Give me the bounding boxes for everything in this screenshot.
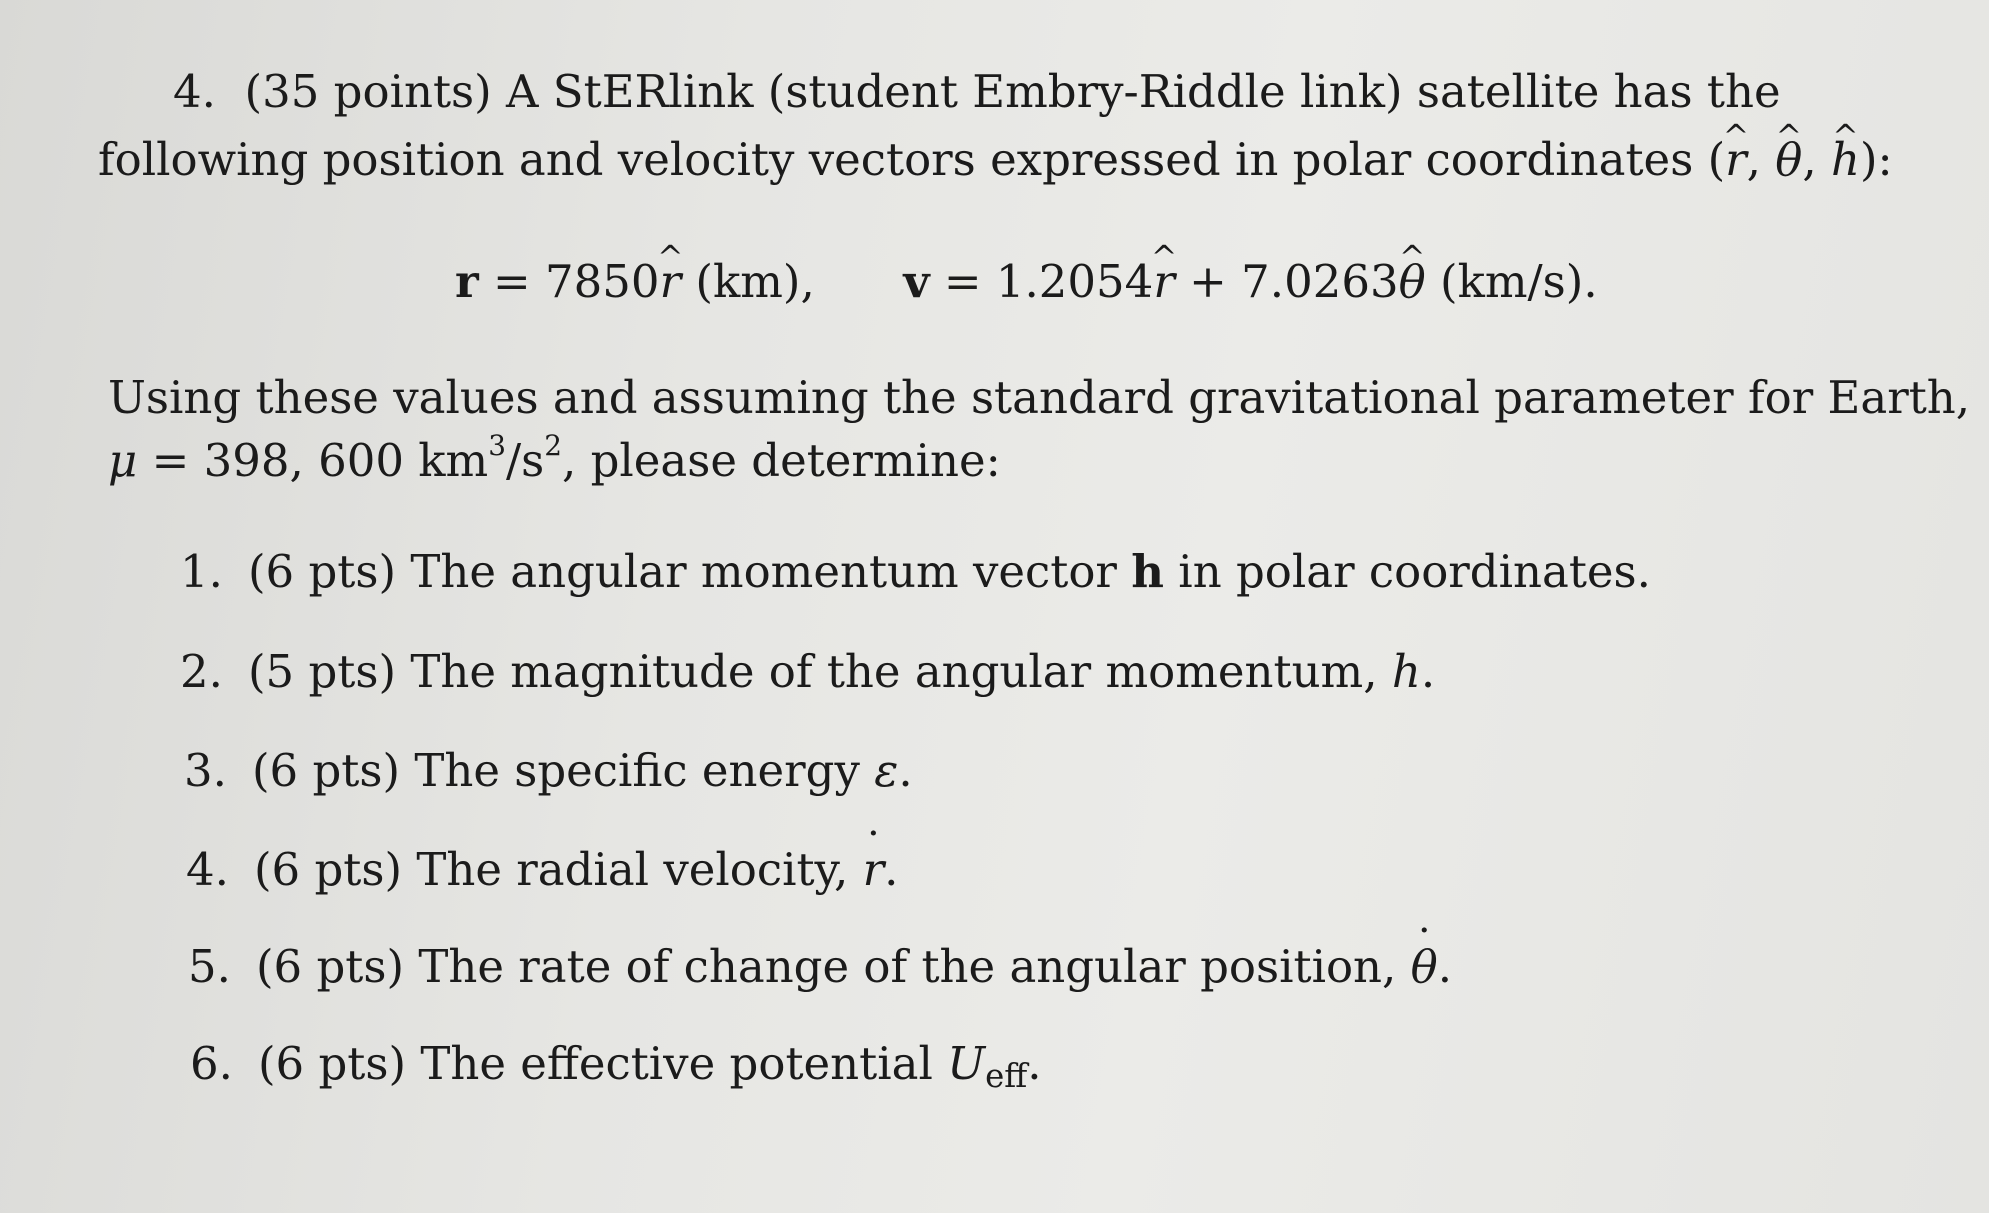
theta-hat-in-v: θ ^ — [1399, 255, 1426, 308]
theta-dot-symbol: θ ˙ — [1411, 940, 1438, 993]
item-points: (5 pts) — [248, 645, 397, 698]
problem-line-1-text: (35 points) A StERlink (student Embry-Riddle link) satellite has the — [244, 65, 1781, 118]
item-text: The magnitude of the angular momentum, — [410, 645, 1378, 698]
r-dot-symbol: r ˙ — [863, 843, 885, 896]
r-hat-symbol: r ^ — [1725, 134, 1747, 186]
h-vector-symbol: h — [1131, 545, 1164, 598]
intro-line-2: μ = 398, 600 $km^3/s^2$, please determine: — [108, 429, 1001, 487]
item-number: 6. — [190, 1037, 233, 1090]
item-number: 3. — [184, 744, 227, 797]
item-points: (6 pts) — [258, 1037, 407, 1090]
item-points: (6 pts) — [254, 843, 403, 896]
item-tail: . — [1437, 940, 1453, 993]
mu-symbol: μ — [108, 434, 138, 487]
r-hat-in-r: r ^ — [660, 255, 682, 308]
v-vector-symbol: v — [903, 255, 930, 308]
item-tail: . — [884, 843, 899, 896]
item-number: 2. — [180, 645, 223, 698]
list-item — [180, 545, 1651, 598]
item-text: The specific energy — [414, 744, 860, 797]
item-number: 1. — [180, 545, 223, 598]
item-points: (6 pts) — [252, 744, 401, 797]
item-points: (6 pts) — [248, 545, 397, 598]
item-number: 5. — [188, 940, 231, 993]
item-points: (6 pts) — [256, 940, 405, 993]
r-unit: (km), — [695, 255, 815, 308]
problem-line-2: following position and velocity vectors expressed in polar coordinates (r ^, θ ^, h ^): — [98, 134, 1893, 186]
list-item — [190, 1037, 1042, 1096]
list-item — [180, 645, 1435, 698]
h-hat-symbol: h ^ — [1831, 134, 1860, 186]
item-tail: . — [1420, 645, 1436, 698]
r-vector-symbol: r — [455, 255, 479, 308]
item-tail: . — [898, 744, 913, 797]
v-value-2: + 7.0263 — [1189, 255, 1399, 308]
vector-equation — [455, 255, 1598, 308]
problem-line-1 — [173, 66, 1781, 118]
v-unit: (km/s). — [1440, 255, 1598, 308]
mu-tail: , please determine: — [561, 434, 1001, 487]
item-number: 4. — [186, 843, 229, 896]
theta-hat-symbol: θ ^ — [1775, 134, 1802, 186]
item-text: The angular momentum vector — [410, 545, 1117, 598]
u-eff-symbol: U — [947, 1037, 986, 1090]
mu-value: = 398, 600 km — [151, 434, 489, 487]
r-value: = 7850 — [493, 255, 660, 308]
u-eff-subscript: eff — [985, 1057, 1028, 1096]
h-magnitude-symbol: h — [1391, 645, 1421, 698]
epsilon-symbol: ε — [874, 744, 899, 797]
item-text: The rate of change of the angular position, — [418, 940, 1397, 993]
problem-line-2-text: following position and velocity vectors expressed in polar coordinates — [98, 133, 1694, 186]
list-item — [186, 843, 898, 896]
item-tail: . — [1027, 1037, 1042, 1090]
list-item — [184, 744, 913, 797]
r-hat-in-v: r ^ — [1153, 255, 1175, 308]
item-text: The effective potential — [420, 1037, 933, 1090]
item-text: The radial velocity, — [416, 843, 849, 896]
intro-line-1-text: Using these values and assuming the standard gravitational parameter for Earth, — [108, 371, 1971, 424]
problem-number: 4. — [173, 65, 216, 118]
item-tail: in polar coordinates. — [1178, 545, 1651, 598]
list-item — [188, 940, 1452, 993]
v-value-1: = 1.2054 — [943, 255, 1154, 308]
intro-line-1 — [108, 372, 1970, 424]
